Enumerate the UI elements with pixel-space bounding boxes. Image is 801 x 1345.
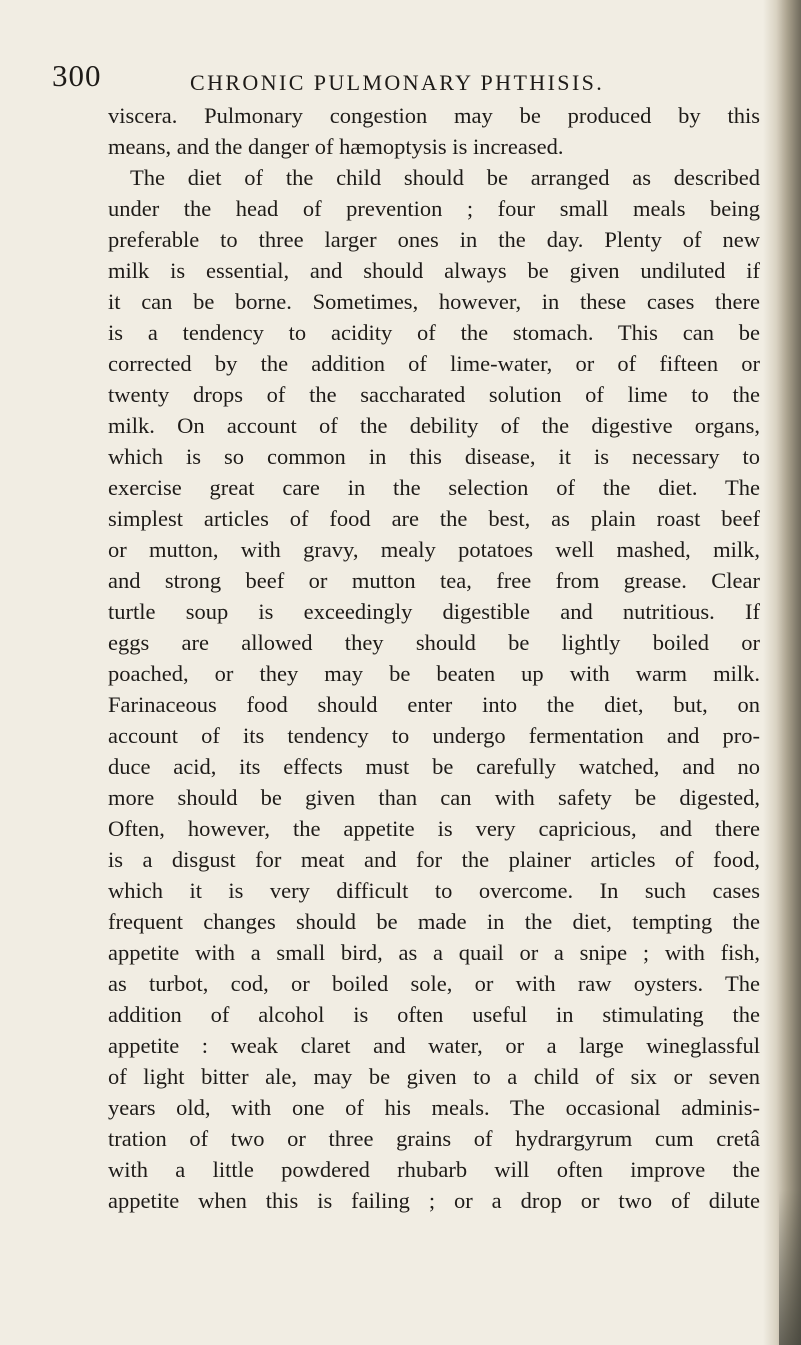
text-line: viscera. Pulmonary congestion may be produced by this: [108, 103, 760, 128]
text-line: account of its tendency to undergo fermentation and pro-: [108, 723, 760, 748]
text-line: under the head of prevention ; four small meals being: [108, 196, 760, 221]
text-line: preferable to three larger ones in the day. Plenty of new: [108, 227, 760, 252]
text-line: The diet of the child should be arranged as described: [130, 165, 760, 190]
text-line: it can be borne. Sometimes, however, in these cases there: [108, 289, 760, 314]
text-line: appetite : weak claret and water, or a large wineglassful: [108, 1033, 760, 1058]
text-line: means, and the danger of hæmoptysis is increased.: [108, 134, 564, 159]
page-edge-shadow-bottom: [779, 1190, 801, 1345]
text-line: corrected by the addition of lime-water, or of fifteen or: [108, 351, 760, 376]
text-line: eggs are allowed they should be lightly boiled or: [108, 630, 760, 655]
text-line: of light bitter ale, may be given to a child of six or seven: [108, 1064, 760, 1089]
text-line: appetite when this is failing ; or a drop or two of dilute: [108, 1188, 760, 1213]
text-line: appetite with a small bird, as a quail or a snipe ; with fish,: [108, 940, 760, 965]
running-head: [52, 58, 752, 98]
text-line: which is so common in this disease, it is necessary to: [108, 444, 760, 469]
page-number: 300: [52, 58, 102, 93]
text-line: years old, with one of his meals. The occasional adminis-: [108, 1095, 760, 1120]
text-line: is a disgust for meat and for the plainer articles of food,: [108, 847, 760, 872]
body-text: [108, 100, 760, 1216]
text-line: as turbot, cod, or boiled sole, or with raw oysters. The: [108, 971, 760, 996]
text-line: and strong beef or mutton tea, free from grease. Clear: [108, 568, 760, 593]
text-line: exercise great care in the selection of the diet. The: [108, 475, 760, 500]
text-line: or mutton, with gravy, mealy potatoes well mashed, milk,: [108, 537, 760, 562]
running-title: CHRONIC PULMONARY PHTHISIS.: [190, 70, 605, 95]
text-line: simplest articles of food are the best, as plain roast beef: [108, 506, 760, 531]
text-line: Farinaceous food should enter into the diet, but, on: [108, 692, 760, 717]
text-line: which it is very difficult to overcome. In such cases: [108, 878, 760, 903]
text-line: turtle soup is exceedingly digestible and nutritious. If: [108, 599, 760, 624]
text-line: duce acid, its effects must be carefully watched, and no: [108, 754, 760, 779]
text-line: with a little powdered rhubarb will often improve the: [108, 1157, 760, 1182]
text-line: addition of alcohol is often useful in stimulating the: [108, 1002, 760, 1027]
page-edge-shadow: [763, 0, 801, 1345]
text-line: milk is essential, and should always be given undiluted if: [108, 258, 760, 283]
text-line: frequent changes should be made in the diet, tempting the: [108, 909, 760, 934]
text-line: twenty drops of the saccharated solution of lime to the: [108, 382, 760, 407]
text-line: more should be given than can with safety be digested,: [108, 785, 760, 810]
text-line: poached, or they may be beaten up with warm milk.: [108, 661, 760, 686]
text-line: Often, however, the appetite is very capricious, and there: [108, 816, 760, 841]
text-line: milk. On account of the debility of the digestive organs,: [108, 413, 760, 438]
text-line: tration of two or three grains of hydrargyrum cum cretâ: [108, 1126, 760, 1151]
text-line: is a tendency to acidity of the stomach. This can be: [108, 320, 760, 345]
